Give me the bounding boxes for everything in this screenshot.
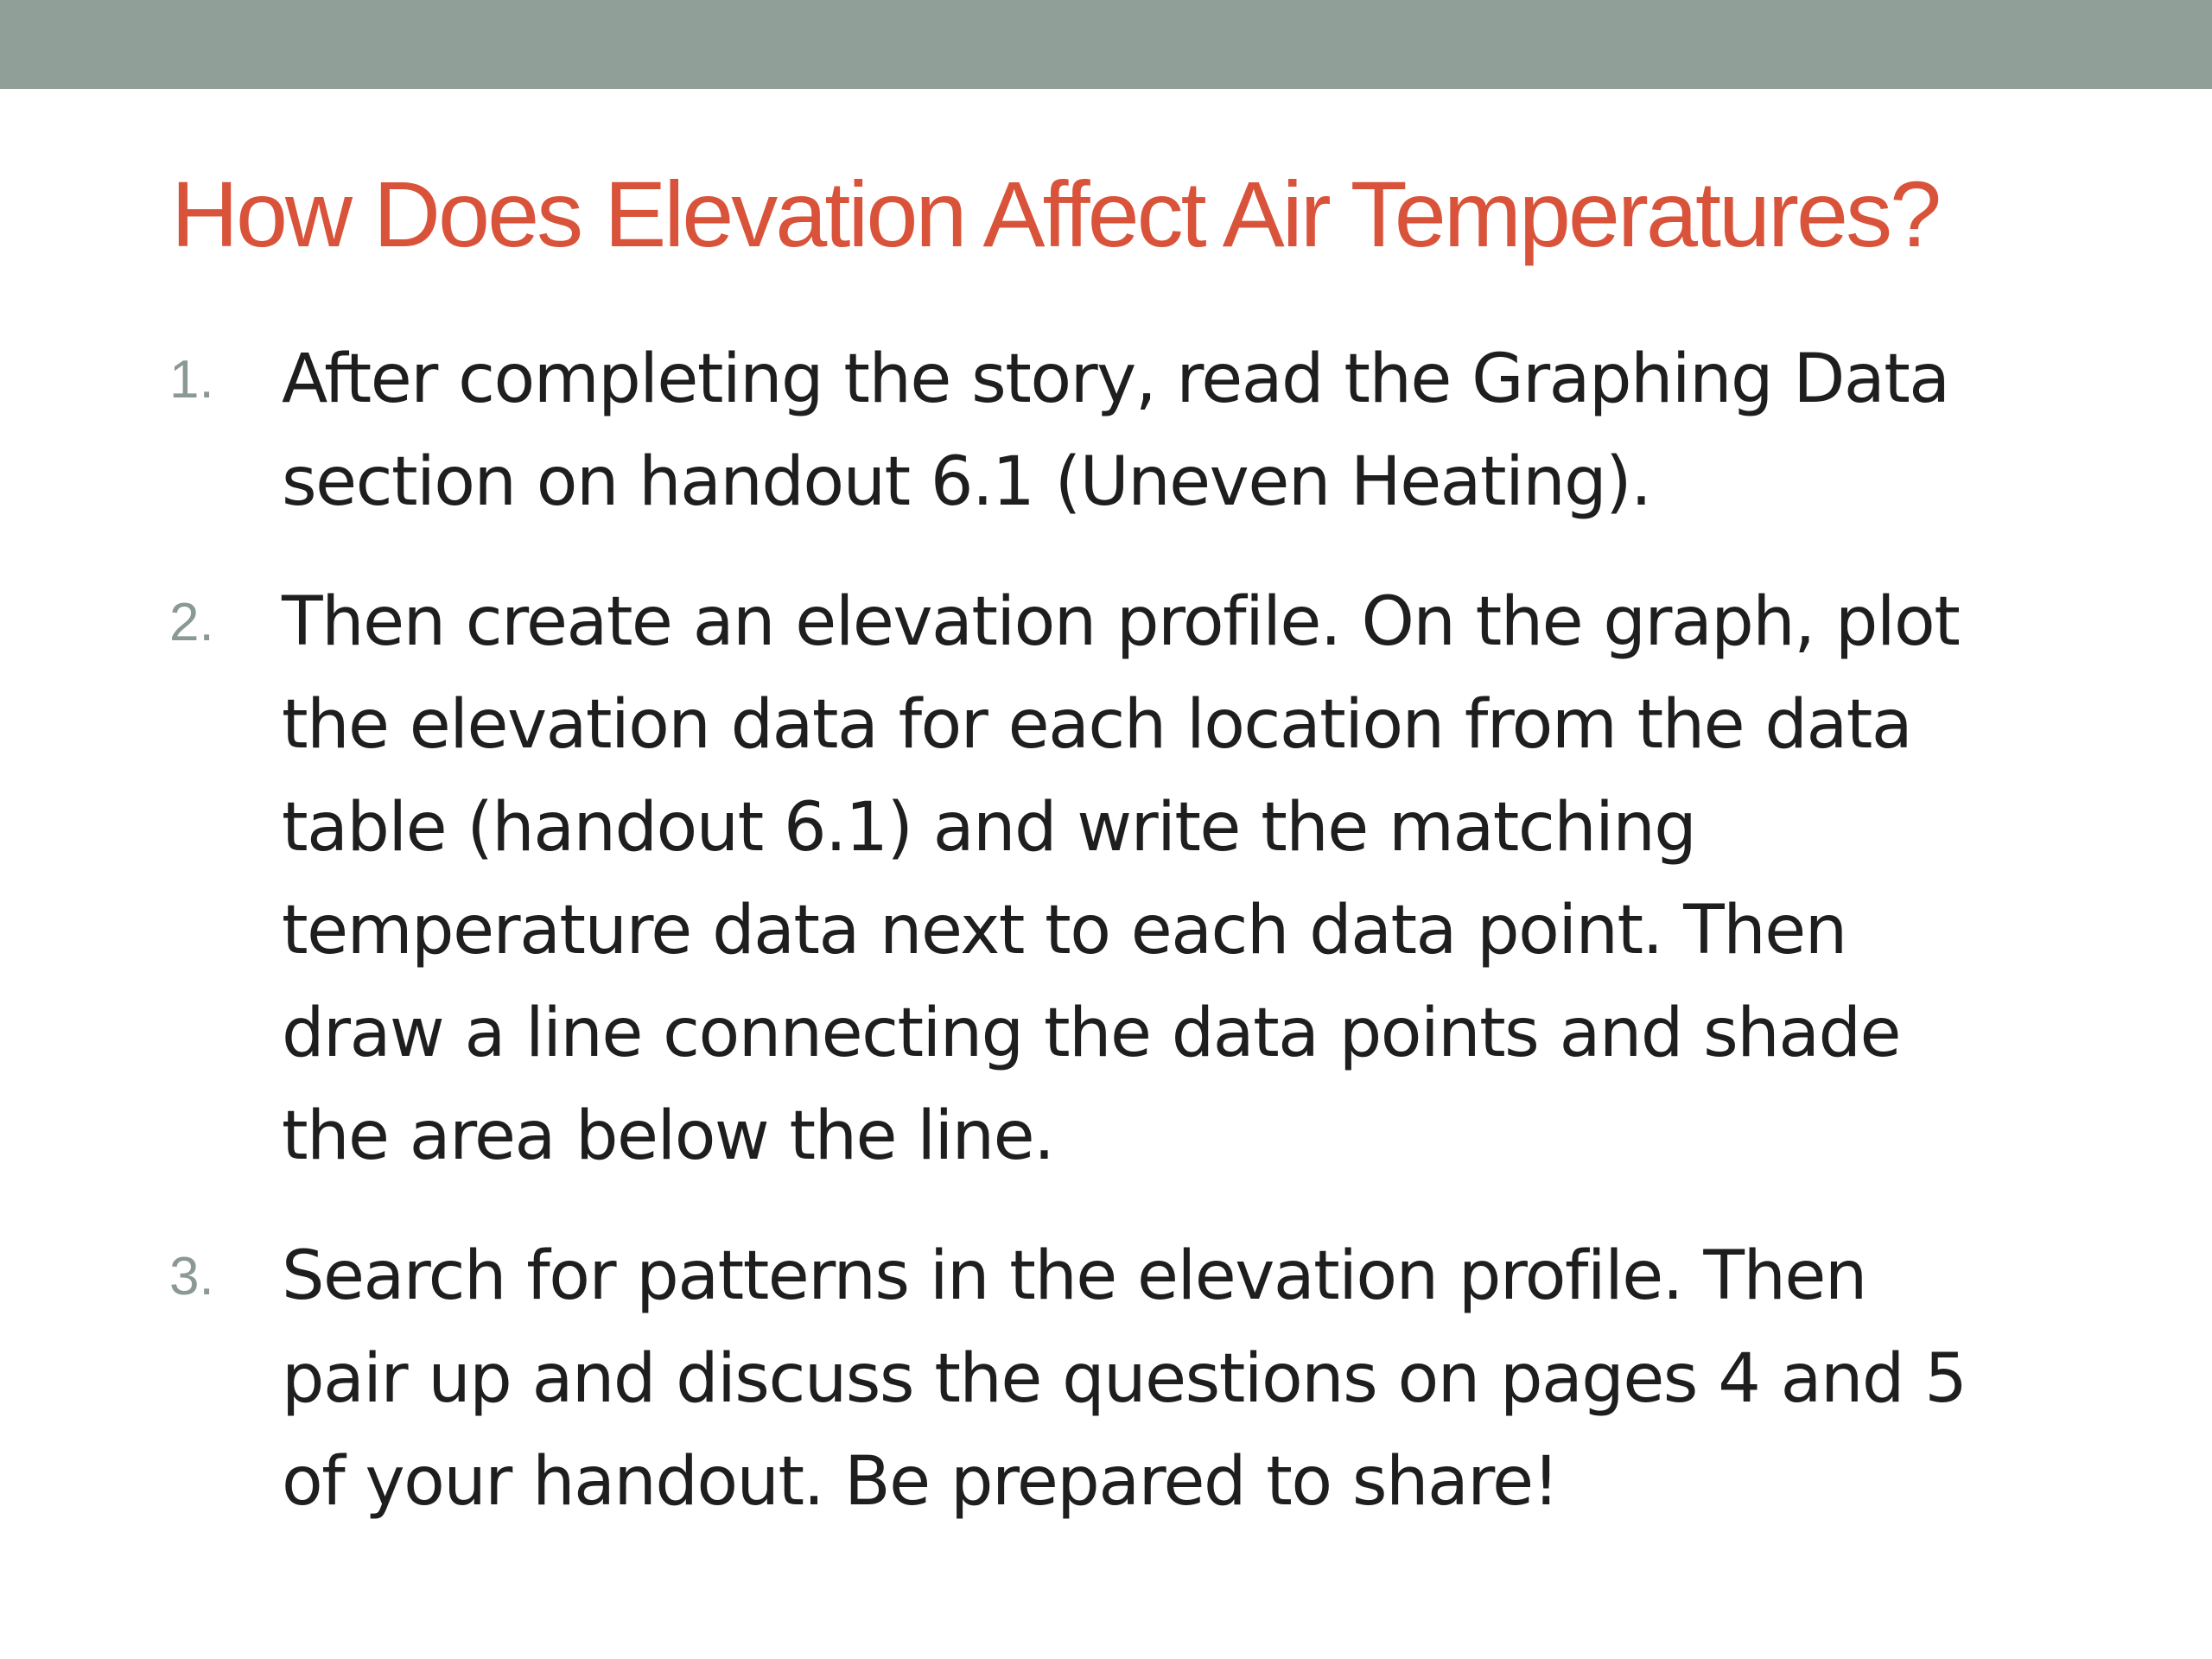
text-line: draw a line connecting the data points and shade [282,995,1901,1072]
text-line: Search for patterns in the elevation profile. Then [282,1237,1866,1315]
slide-title: How Does Elevation Affect Air Temperatures? [171,162,1940,266]
item-number: 1. [169,350,214,410]
item-text [282,328,2105,534]
item-text [282,1225,2105,1534]
text-line: the elevation data for each location from the data [282,686,1912,764]
instruction-item [169,328,2105,534]
text-line: pair up and discuss the questions on pages 4 and 5 [282,1340,1967,1418]
text-line: the area below the line. [282,1097,1054,1175]
text-line: of your handout. Be prepared to share! [282,1443,1559,1521]
top-accent-band [0,0,2212,89]
text-line: section on handout 6.1 (Uneven Heating). [282,443,1651,521]
item-number: 3. [169,1247,214,1306]
instruction-item [169,571,2105,1188]
item-number: 2. [169,593,214,652]
text-line: temperature data next to each data point. Then [282,892,1847,969]
instruction-item [169,1225,2105,1534]
text-line: Then create an elevation profile. On the graph, plot [282,583,1960,661]
text-line: table (handout 6.1) and write the matching [282,789,1696,867]
text-line: After completing the story, read the Graphing Data [282,340,1949,418]
item-text [282,571,2105,1188]
instruction-list [169,328,2105,1571]
